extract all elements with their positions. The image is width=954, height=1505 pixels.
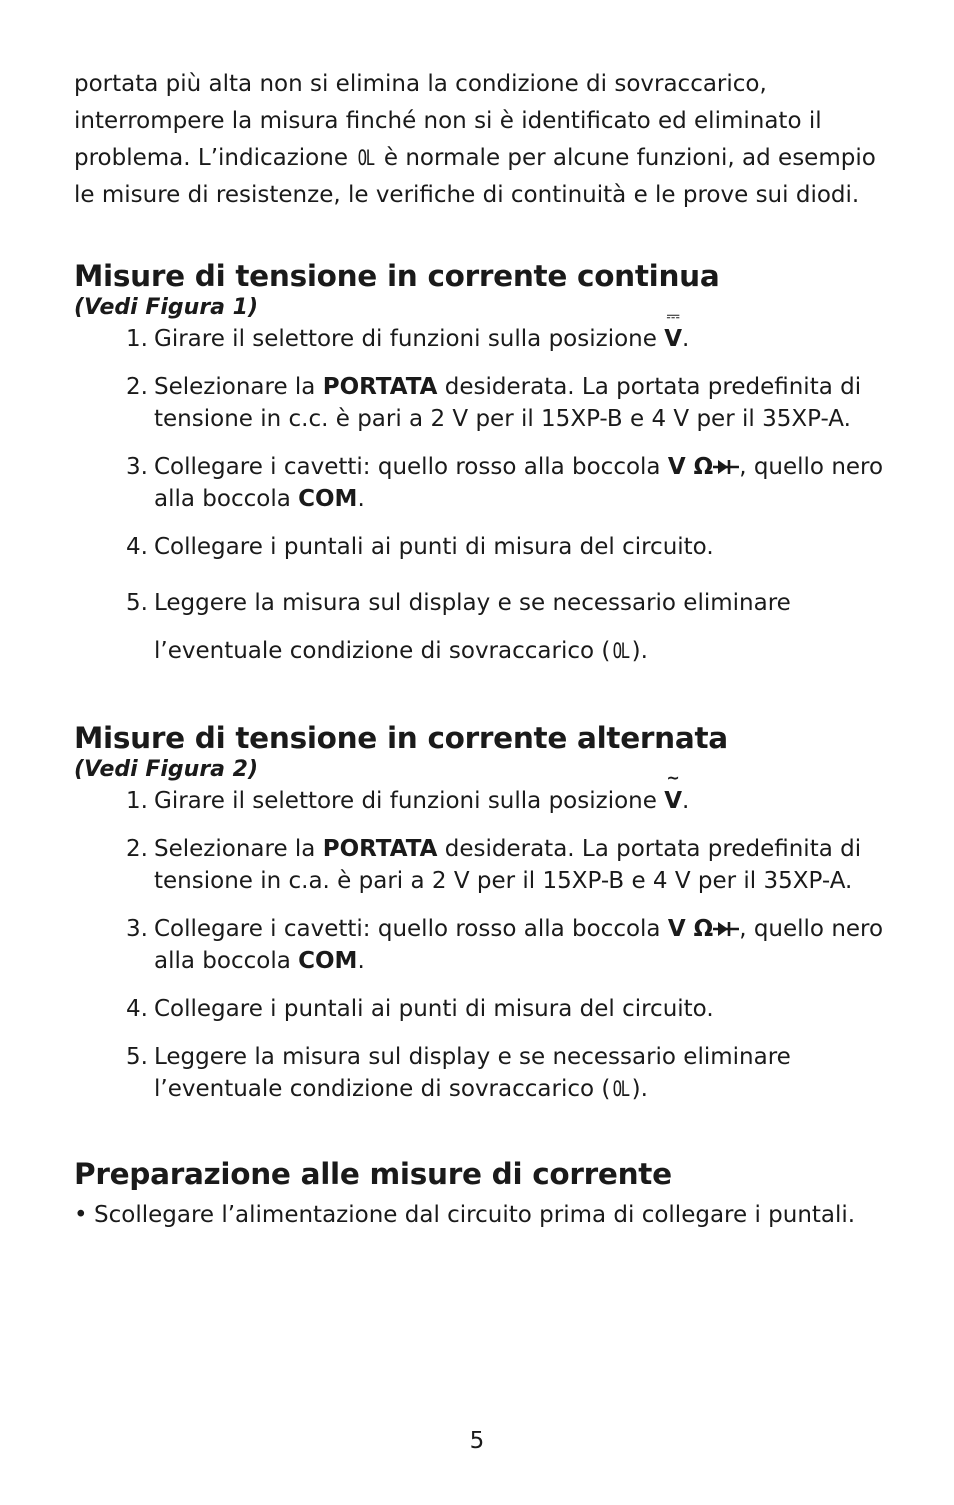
ac-step-2	[126, 833, 894, 897]
step-text: Collegare i cavetti: quello rosso alla boccola	[154, 454, 668, 480]
overload-symbol: OL	[613, 1077, 629, 1101]
v-letter: V	[664, 788, 683, 814]
diode-icon	[713, 458, 739, 476]
ac-step-3	[126, 913, 894, 977]
ac-steps-list	[126, 768, 894, 1105]
step-number: 1.	[126, 788, 148, 814]
step-number: 5.	[126, 590, 148, 616]
intro-text-1: portata più alta non si elimina la condizione di sovraccarico, interrompere la misura finché non si è identificato ed eliminato il problema. L’indicazione	[74, 71, 822, 171]
step-end: ).	[631, 638, 648, 664]
step-number: 3.	[126, 916, 148, 942]
step-end: .	[682, 788, 690, 814]
ac-mark-icon: ~	[666, 768, 680, 787]
overload-symbol: OL	[357, 146, 374, 170]
range-label: PORTATA	[322, 836, 438, 862]
range-label: PORTATA	[322, 374, 438, 400]
intro-paragraph	[74, 66, 894, 214]
step-end: .	[682, 326, 690, 352]
step-text: Collegare i puntali ai punti di misura del circuito.	[154, 996, 714, 1022]
step-text: Collegare i puntali ai punti di misura del circuito.	[154, 534, 714, 560]
step-text: Collegare i cavetti: quello rosso alla boccola	[154, 916, 668, 942]
dc-section-title: Misure di tensione in corrente continua	[74, 259, 720, 293]
step-number: 4.	[126, 534, 148, 560]
current-bullets-list	[74, 1199, 894, 1231]
ac-step-5	[126, 1041, 894, 1105]
v-letter: V	[664, 326, 683, 352]
step-end: .	[357, 486, 365, 512]
page-number: 5	[469, 1428, 485, 1454]
step-number: 2.	[126, 836, 148, 862]
dc-step-5	[126, 579, 894, 675]
intro-text-2: è normale per alcune funzioni, ad esempio le misure di resistenze, le verifiche di continuità e le prove sui diodi.	[74, 145, 876, 208]
step-text: Selezionare la	[154, 836, 323, 862]
overload-symbol: OL	[613, 639, 629, 663]
diode-icon	[713, 920, 739, 938]
bullet-text: Scollegare l’alimentazione dal circuito prima di collegare i puntali.	[94, 1202, 856, 1228]
step-text-mid: , quello nero alla boccola	[154, 916, 884, 974]
dc-step-3	[126, 451, 894, 515]
step-text: Leggere la misura sul display e se necessario eliminare	[154, 1044, 791, 1070]
com-jack-label: COM	[298, 486, 358, 512]
dc-voltage-symbol	[664, 306, 683, 355]
dc-steps-list	[126, 306, 894, 675]
dc-mark-icon: ⎓	[666, 306, 680, 325]
bullet-icon: •	[74, 1202, 88, 1228]
input-jack-label: V Ω	[667, 454, 714, 480]
current-section-title: Preparazione alle misure di corrente	[74, 1157, 672, 1191]
ac-see-figure: (Vedi Figura 2)	[74, 757, 259, 782]
step-text-post: desiderata. La portata predefinita di tensione in c.a. è pari a 2 V per il 15XP-B e 4 V per il 35XP-A.	[154, 836, 862, 894]
step-number: 4.	[126, 996, 148, 1022]
document-page	[74, 66, 894, 1231]
step-text: Girare il selettore di funzioni sulla posizione	[154, 326, 665, 352]
step-end: ).	[631, 1076, 648, 1102]
com-jack-label: COM	[298, 948, 358, 974]
dc-see-figure: (Vedi Figura 1)	[74, 295, 259, 320]
dc-step-1	[126, 306, 894, 355]
step-text: Selezionare la	[154, 374, 323, 400]
step-number: 1.	[126, 326, 148, 352]
step-number: 2.	[126, 374, 148, 400]
ac-step-4	[126, 993, 894, 1025]
dc-step-4	[126, 531, 894, 563]
step-text: Leggere la misura sul display e se necessario eliminare	[154, 590, 791, 616]
dc-step-2	[126, 371, 894, 435]
step-text: Girare il selettore di funzioni sulla posizione	[154, 788, 665, 814]
input-jack-label: V Ω	[667, 916, 714, 942]
step-number: 3.	[126, 454, 148, 480]
list-item	[74, 1199, 894, 1231]
step-end: .	[357, 948, 365, 974]
step-text-post: desiderata. La portata predefinita di tensione in c.c. è pari a 2 V per il 15XP-B e 4 V per il 35XP-A.	[154, 374, 862, 432]
ac-voltage-symbol	[664, 768, 683, 817]
ac-section-title: Misure di tensione in corrente alternata	[74, 721, 728, 755]
ac-step-1	[126, 768, 894, 817]
step-text-b: l’eventuale condizione di sovraccarico (	[154, 638, 611, 664]
step-text-b: l’eventuale condizione di sovraccarico (	[154, 1076, 611, 1102]
step-text-mid: , quello nero alla boccola	[154, 454, 884, 512]
step-number: 5.	[126, 1044, 148, 1070]
